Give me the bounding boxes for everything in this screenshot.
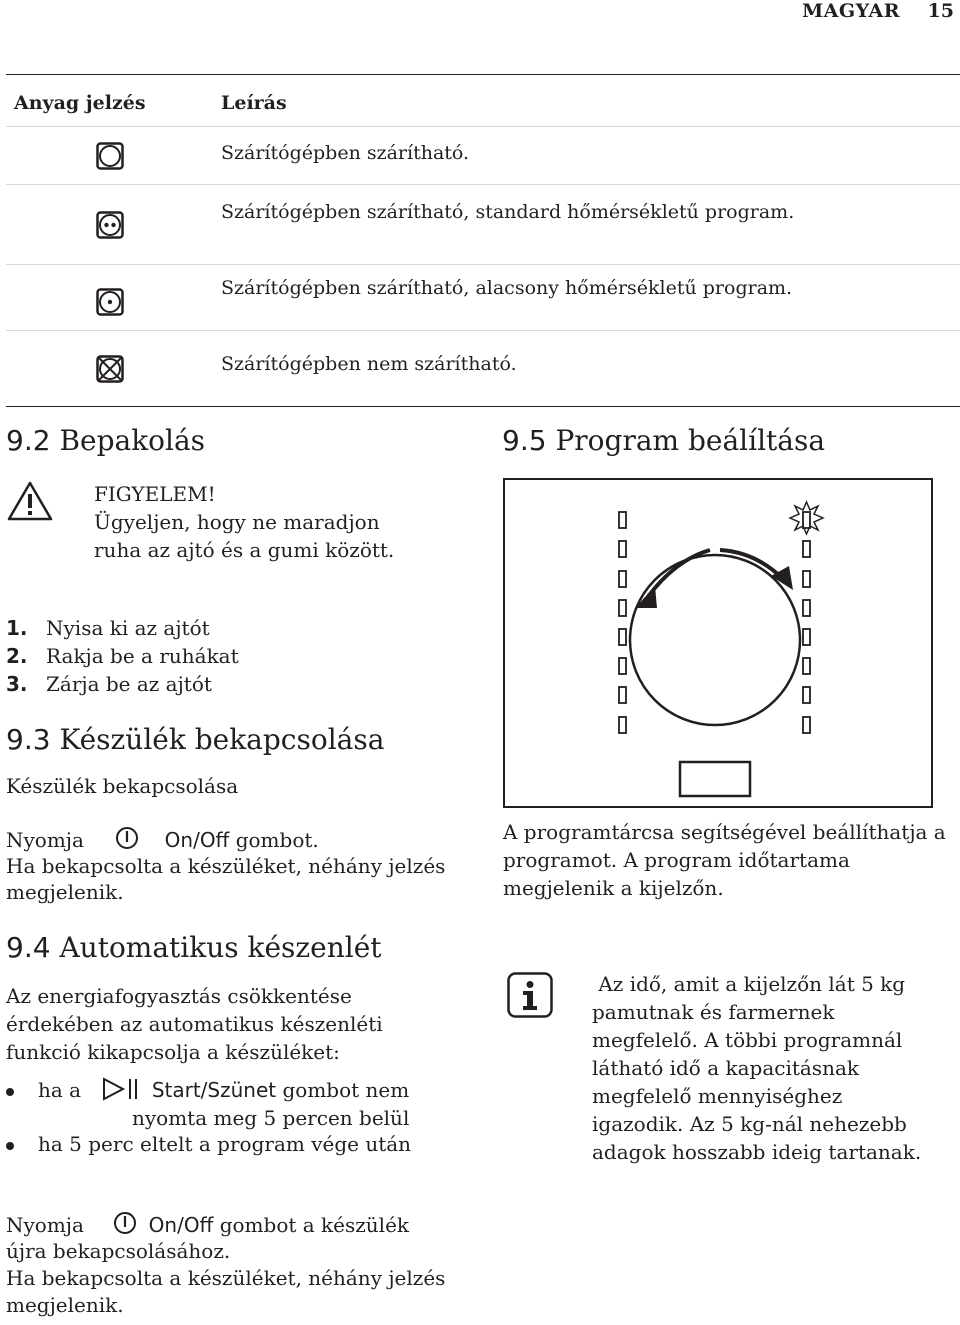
section-9-3-instruction bbox=[6, 824, 319, 854]
list-item bbox=[6, 670, 239, 698]
indicator-light bbox=[619, 600, 626, 616]
section-number: 9.2 bbox=[6, 424, 51, 457]
step-number: 2. bbox=[6, 644, 28, 668]
text-line: funkció kikapcsolja a készüléket: bbox=[6, 1040, 340, 1064]
indicator-light bbox=[803, 717, 810, 733]
lit-indicator-burst bbox=[790, 502, 823, 534]
info-line: Az idő, amit a kijelzőn lát 5 kg bbox=[592, 972, 906, 996]
warning-icon bbox=[6, 480, 54, 522]
section-title: Bepakolás bbox=[59, 424, 206, 457]
step-text: Nyisa ki az ajtót bbox=[46, 616, 210, 640]
indicator-light bbox=[803, 571, 810, 587]
step-number: 1. bbox=[6, 616, 28, 640]
indicator-light bbox=[619, 629, 626, 645]
start-pause-label: Start/Szünet bbox=[151, 1078, 277, 1102]
step-text: Zárja be az ajtót bbox=[46, 672, 212, 696]
table-row-rule bbox=[6, 184, 960, 185]
warning-text: Ügyeljen, hogy ne maradjon bbox=[94, 510, 380, 534]
section-9-5-heading bbox=[502, 424, 825, 457]
indicator-light bbox=[619, 717, 626, 733]
indicator-light bbox=[803, 512, 810, 528]
table-row-text: Szárítógépben szárítható. bbox=[221, 142, 470, 164]
text-line: megjelenik a kijelzőn. bbox=[503, 876, 724, 900]
table-header-symbol: Anyag jelzés bbox=[14, 92, 146, 114]
indicator-light bbox=[803, 658, 810, 674]
section-9-3-text: megjelenik. bbox=[6, 880, 124, 904]
section-9-4-heading bbox=[6, 931, 382, 964]
section-number: 9.5 bbox=[502, 424, 547, 457]
section-9-3-text: Ha bekapcsolta a készüléket, néhány jelzés bbox=[6, 854, 446, 878]
display-window bbox=[680, 762, 750, 796]
table-row-rule bbox=[6, 264, 960, 265]
info-note bbox=[592, 970, 921, 1166]
info-icon bbox=[507, 972, 553, 1018]
section-number: 9.4 bbox=[6, 931, 51, 964]
indicator-light bbox=[619, 687, 626, 703]
button-suffix-text: gombot a készülék bbox=[219, 1213, 410, 1237]
bullet-dot bbox=[6, 1088, 14, 1096]
text-line: A programtárcsa segítségével beállíthatja a bbox=[503, 820, 946, 844]
table-row-text: Szárítógépben nem szárítható. bbox=[221, 353, 517, 375]
list-item bbox=[6, 642, 239, 670]
bullet-item bbox=[6, 1130, 411, 1158]
button-suffix-text: gombot. bbox=[235, 828, 319, 852]
tumble-dry-icon bbox=[96, 142, 124, 170]
table-row-rule bbox=[6, 126, 960, 127]
section-title: Automatikus készenlét bbox=[59, 931, 382, 964]
do-not-tumble-dry-icon bbox=[96, 355, 124, 383]
section-title: Program beálíltása bbox=[555, 424, 826, 457]
table-row-text: Szárítógépben szárítható, standard hőmérsékletű program. bbox=[221, 201, 795, 223]
bullet-text: ha 5 perc eltelt a program vége után bbox=[38, 1132, 412, 1156]
indicator-light bbox=[803, 541, 810, 557]
section-9-3-subtitle: Készülék bekapcsolása bbox=[6, 774, 239, 798]
indicator-light bbox=[803, 600, 810, 616]
info-line: adagok hosszabb ideig tartanak. bbox=[592, 1140, 922, 1164]
warning-text: ruha az ajtó és a gumi között. bbox=[94, 538, 395, 562]
indicator-light bbox=[619, 571, 626, 587]
section-9-5-text bbox=[503, 818, 946, 902]
info-line: igazodik. Az 5 kg-nál nehezebb bbox=[592, 1112, 907, 1136]
indicator-light bbox=[619, 658, 626, 674]
section-9-3-heading bbox=[6, 723, 384, 756]
table-row-rule bbox=[6, 330, 960, 331]
table-top-rule bbox=[6, 74, 960, 75]
press-text: Nyomja bbox=[6, 828, 84, 852]
program-dial bbox=[630, 555, 800, 725]
press-text: Nyomja bbox=[6, 1213, 84, 1237]
tumble-dry-normal-heat-icon bbox=[96, 211, 124, 239]
info-line: megfelelő mennyiséghez bbox=[592, 1084, 843, 1108]
indicator-light bbox=[803, 687, 810, 703]
indicator-light bbox=[619, 512, 626, 528]
bullet-text-continued: nyomta meg 5 percen belül bbox=[132, 1106, 410, 1130]
tumble-dry-low-heat-icon bbox=[96, 288, 124, 316]
bottom-text: újra bekapcsolásához. bbox=[6, 1239, 231, 1263]
page-number: 15 bbox=[927, 0, 954, 22]
bullet-text: gombot nem bbox=[282, 1078, 410, 1102]
program-dial-illustration bbox=[505, 480, 935, 810]
section-9-2-heading bbox=[6, 424, 205, 457]
step-number: 3. bbox=[6, 672, 28, 696]
indicator-light bbox=[619, 541, 626, 557]
start-pause-icon bbox=[101, 1075, 145, 1103]
bottom-instruction bbox=[6, 1209, 409, 1239]
table-row-text: Szárítógépben szárítható, alacsony hőmérsékletű program. bbox=[221, 277, 793, 299]
on-off-label: On/Off bbox=[148, 1213, 214, 1237]
power-icon bbox=[112, 1209, 142, 1237]
language-label: MAGYAR bbox=[802, 0, 900, 22]
info-line: pamutnak és farmernek bbox=[592, 1000, 835, 1024]
table-header-description: Leírás bbox=[221, 92, 287, 114]
info-line: megfelelő. A többi programnál bbox=[592, 1028, 903, 1052]
bullet-item bbox=[6, 1075, 409, 1104]
power-icon bbox=[114, 824, 144, 852]
text-line: programot. A program időtartama bbox=[503, 848, 850, 872]
bullet-dot bbox=[6, 1142, 14, 1150]
warning-box bbox=[94, 480, 394, 564]
table-bottom-rule bbox=[6, 406, 960, 407]
indicator-light bbox=[803, 629, 810, 645]
text-line: Az energiafogyasztás csökkentése bbox=[6, 984, 352, 1008]
section-9-4-text bbox=[6, 982, 383, 1066]
section-title: Készülék bekapcsolása bbox=[59, 723, 385, 756]
on-off-label: On/Off bbox=[164, 828, 230, 852]
bottom-text: megjelenik. bbox=[6, 1293, 124, 1317]
program-dial-figure bbox=[503, 478, 933, 808]
warning-title: FIGYELEM! bbox=[94, 482, 216, 506]
bullet-text: ha a bbox=[38, 1078, 82, 1102]
step-text: Rakja be a ruhákat bbox=[46, 644, 239, 668]
bottom-text: Ha bekapcsolta a készüléket, néhány jelzés bbox=[6, 1266, 446, 1290]
text-line: érdekében az automatikus készenléti bbox=[6, 1012, 383, 1036]
steps-list bbox=[6, 614, 239, 698]
section-number: 9.3 bbox=[6, 723, 51, 756]
info-line: látható idő a kapacitásnak bbox=[592, 1056, 859, 1080]
list-item bbox=[6, 614, 239, 642]
